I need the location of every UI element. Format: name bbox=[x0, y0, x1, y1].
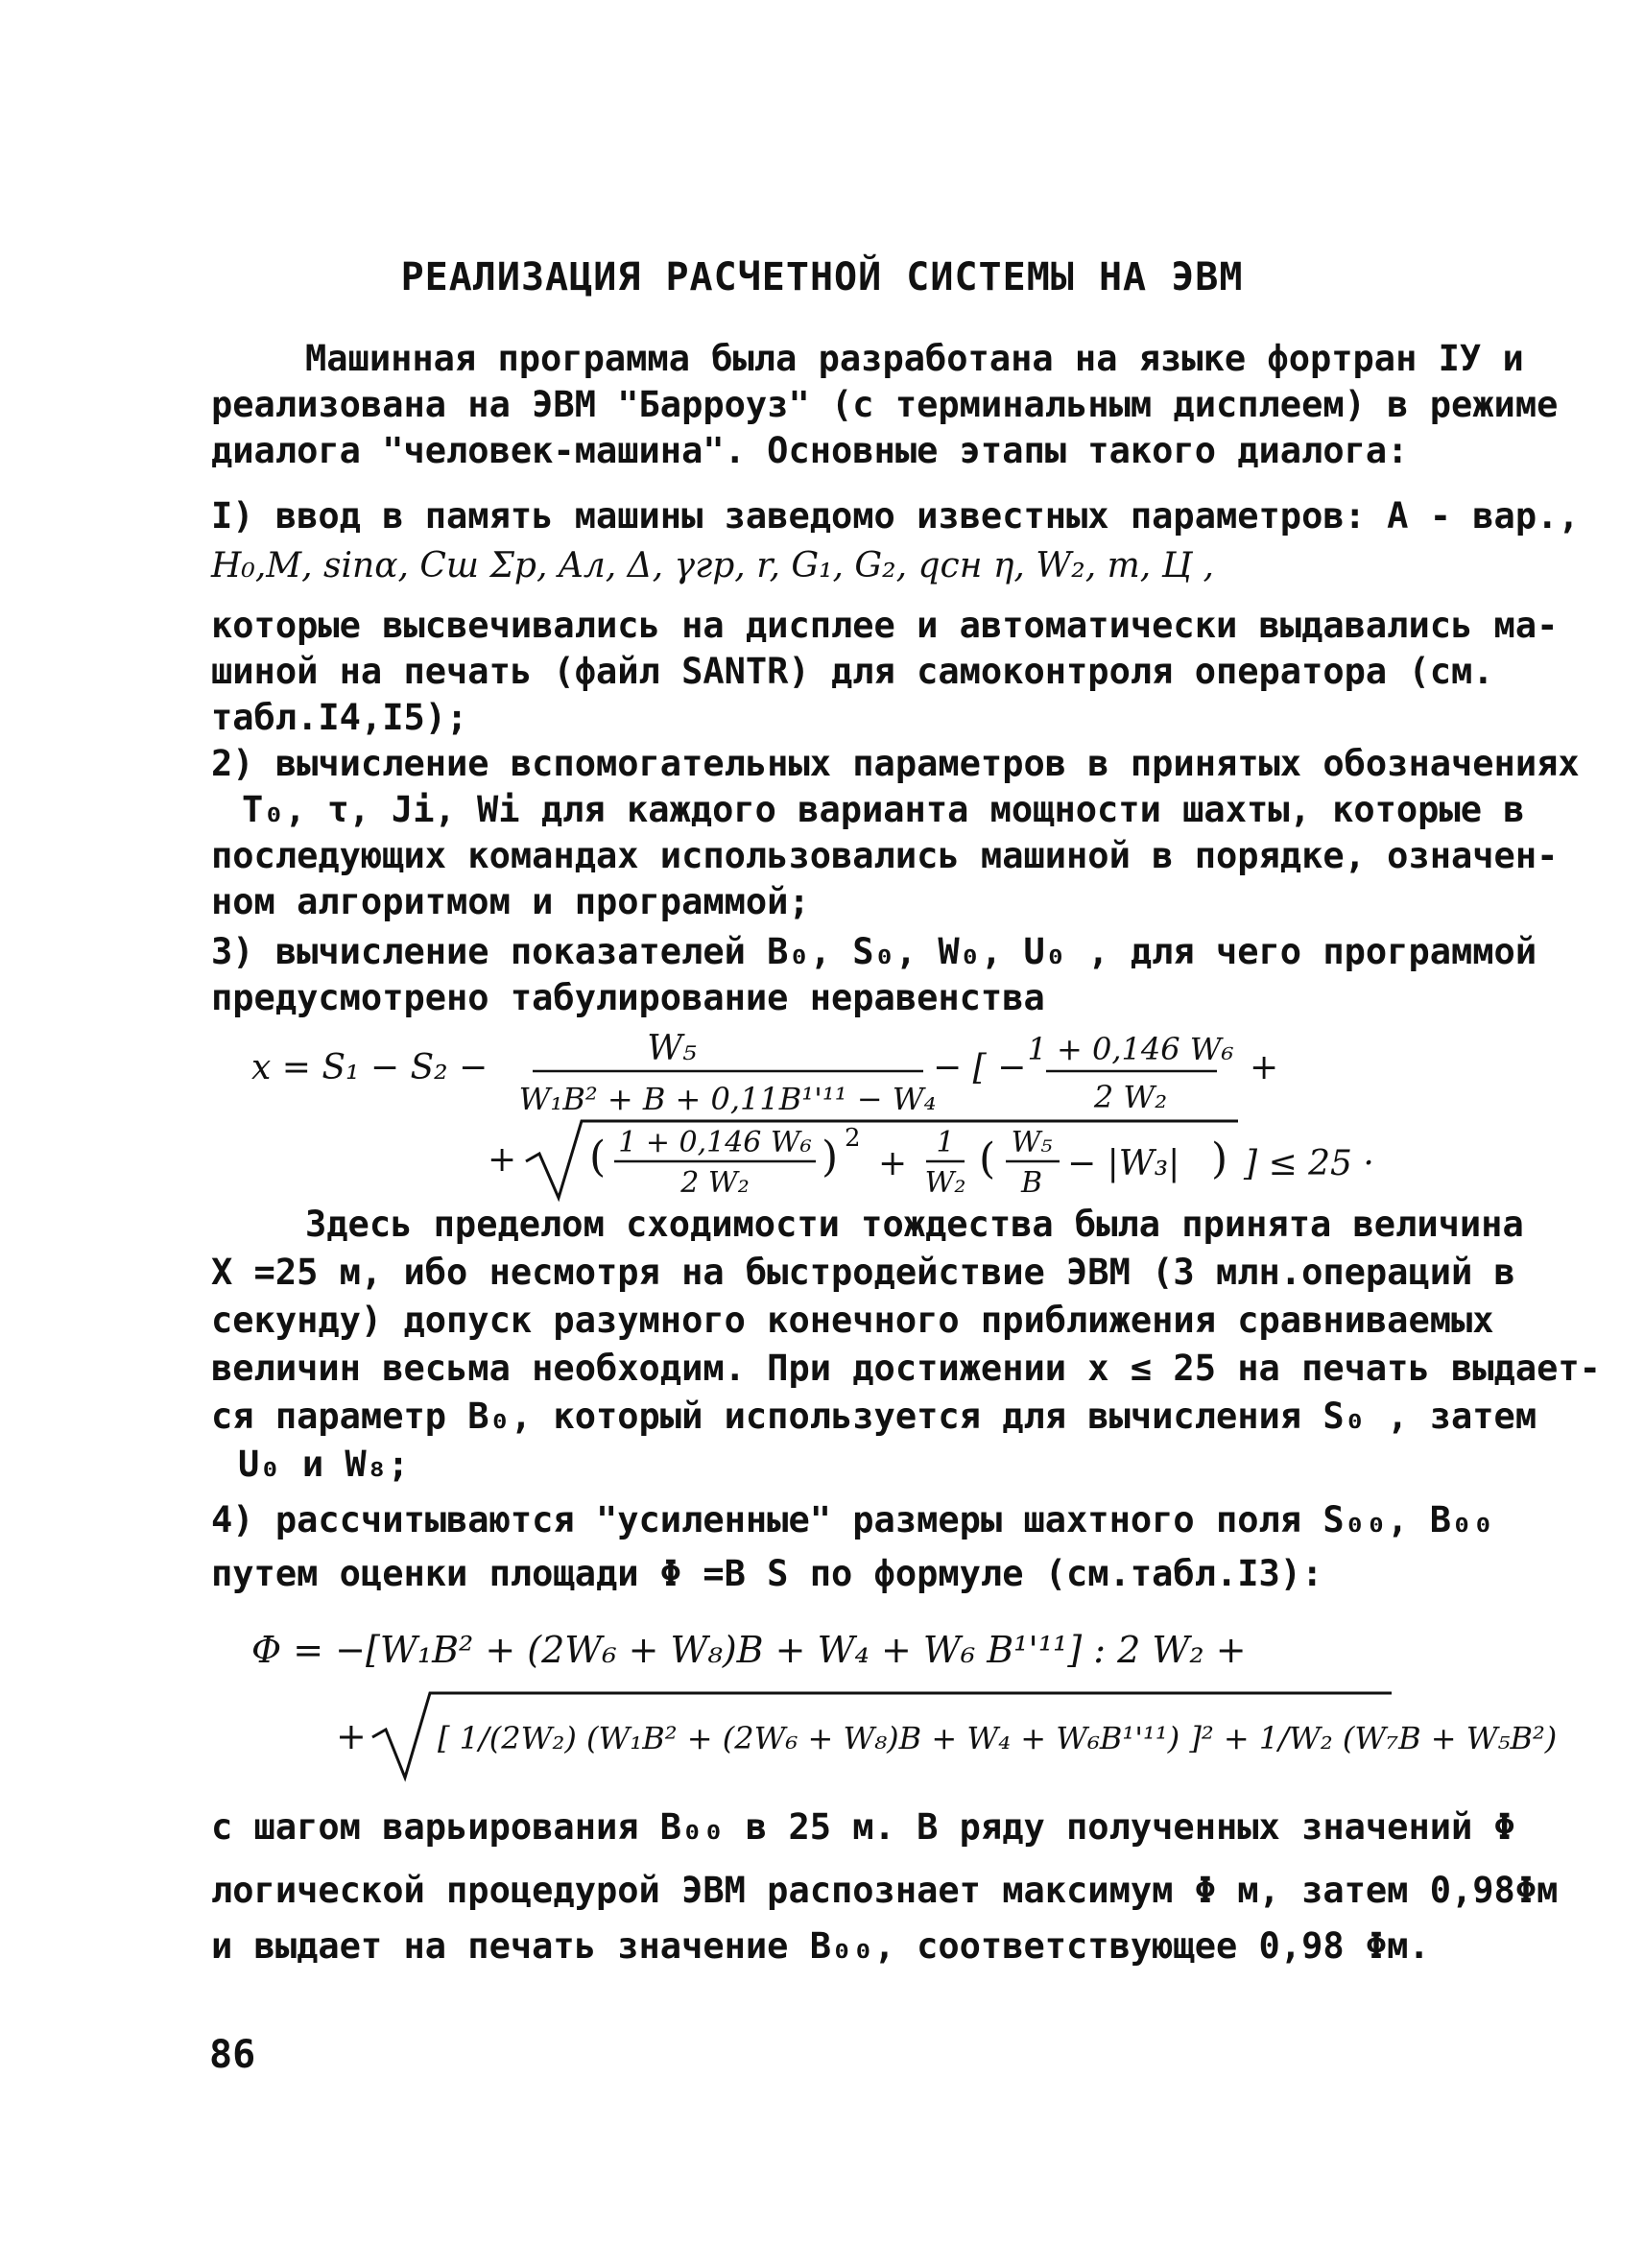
fraction-denominator: W₂ bbox=[924, 1166, 966, 1200]
fraction-denominator: 2 W₂ bbox=[680, 1166, 750, 1200]
text-line: U₀ и W₈; bbox=[238, 1444, 410, 1485]
text-line: реализована на ЭВМ "Барроуз" (с терминальным дисплеем) в режиме bbox=[211, 384, 1559, 425]
text-line: которые высвечивались на дисплее и автоматически выдавались ма- bbox=[211, 605, 1559, 646]
svg-text:): ) bbox=[822, 1133, 839, 1182]
formula-rhs: ] ≤ 25 · bbox=[1244, 1144, 1374, 1183]
text-line: 3) вычисление показателей B₀, S₀, W₀, U₀ , для чего программой bbox=[211, 931, 1537, 972]
formula-plus: + bbox=[488, 1140, 517, 1180]
text-line: с шагом варьирования B₀₀ в 25 м. В ряду полученных значений Φ bbox=[211, 1806, 1515, 1848]
text-line: Здесь пределом сходимости тождества была принята величина bbox=[305, 1204, 1524, 1245]
text-line: шиной на печать (файл SANTR) для самоконтроля оператора (см. bbox=[211, 651, 1494, 692]
fraction-denominator: 2 W₂ bbox=[1093, 1079, 1168, 1115]
text-line: T₀, τ, Ji, Wi для каждого варианта мощности шахты, которые в bbox=[242, 789, 1525, 830]
fraction-numerator: W₅ bbox=[1011, 1126, 1053, 1159]
formula-radicand: [ 1/(2W₂) (W₁B² + (2W₆ + W₈)B + W₄ + W₆B¹'¹¹) ]² + 1/W₂ (W₇B + W₅B²) bbox=[438, 1720, 1558, 1756]
text-line: 4) рассчитываются "усиленные" размеры шахтного поля S₀₀, B₀₀ bbox=[211, 1499, 1494, 1540]
formula-plus: + bbox=[1250, 1048, 1279, 1087]
fraction-denominator: B bbox=[1020, 1166, 1043, 1200]
text-line: табл.I4,I5); bbox=[211, 697, 468, 738]
svg-text:2: 2 bbox=[845, 1124, 861, 1153]
svg-text:): ) bbox=[1211, 1134, 1228, 1183]
formula-abs: − |W₃| bbox=[1067, 1144, 1180, 1183]
text-line: I) ввод в память машины заведомо известных параметров: А - вар., bbox=[211, 495, 1580, 537]
text-line: логической процедурой ЭВМ распознает максимум Φ м, затем 0,98Φм bbox=[211, 1870, 1559, 1911]
formula-inequality bbox=[0, 1017, 1644, 1209]
page-title: РЕАЛИЗАЦИЯ РАСЧЕТНОЙ СИСТЕМЫ НА ЭВМ bbox=[400, 255, 1244, 299]
text-line: Машинная программа была разработана на языке фортран IУ и bbox=[305, 338, 1524, 379]
text-line: X =25 м, ибо несмотря на быстродействие ЭВМ (3 млн.операций в bbox=[211, 1252, 1515, 1293]
text-line: диалога "человек-машина". Основные этапы такого диалога: bbox=[211, 430, 1409, 471]
text-line: ном алгоритмом и программой; bbox=[211, 881, 810, 922]
formula-plus: + bbox=[336, 1715, 367, 1757]
svg-text:(: ( bbox=[589, 1133, 607, 1182]
formula-lhs: x = S₁ − S₂ − bbox=[251, 1048, 488, 1087]
text-line: 2) вычисление вспомогательных параметров в принятых обозначениях bbox=[211, 743, 1580, 784]
formula-line1: Φ = −[W₁B² + (2W₆ + W₈)B + W₄ + W₆ B¹'¹¹] : 2 W₂ + bbox=[251, 1629, 1247, 1671]
text-line: путем оценки площади Φ =B S по формуле (см.табл.I3): bbox=[211, 1553, 1323, 1594]
text-line: секунду) допуск разумного конечного приближения сравниваемых bbox=[211, 1300, 1494, 1341]
fraction-numerator: 1 bbox=[936, 1126, 955, 1159]
text-line: предусмотрено табулирование неравенства bbox=[211, 977, 1045, 1018]
svg-text:(: ( bbox=[979, 1134, 996, 1183]
fraction-numerator: 1 + 0,146 W₆ bbox=[618, 1126, 812, 1159]
fraction-denominator: W₁B² + B + 0,11B¹'¹¹ − W₄ bbox=[518, 1081, 937, 1117]
text-line: величин весьма необходим. При достижении x ≤ 25 на печать выдает- bbox=[211, 1348, 1601, 1389]
page-number: 86 bbox=[209, 2033, 256, 2077]
parameter-list: H₀,M, sinα, Cш Σp, Aл, Δ, γгр, r, G₁, G₂, qсн η, W₂, m, Ц , bbox=[211, 546, 1214, 585]
fraction-numerator: 1 + 0,146 W₆ bbox=[1027, 1031, 1234, 1067]
text-line: последующих командах использовались машиной в порядке, означен- bbox=[211, 835, 1559, 876]
text-line: ся параметр B₀, который используется для вычисления S₀ , затем bbox=[211, 1396, 1537, 1437]
formula-area bbox=[0, 1603, 1644, 1785]
formula-bracket-open: − [ − bbox=[933, 1048, 1027, 1087]
fraction-numerator: W₅ bbox=[647, 1029, 697, 1068]
text-line: и выдает на печать значение B₀₀, соответствующее 0,98 Φм. bbox=[211, 1925, 1430, 1967]
svg-text:+: + bbox=[878, 1144, 908, 1183]
